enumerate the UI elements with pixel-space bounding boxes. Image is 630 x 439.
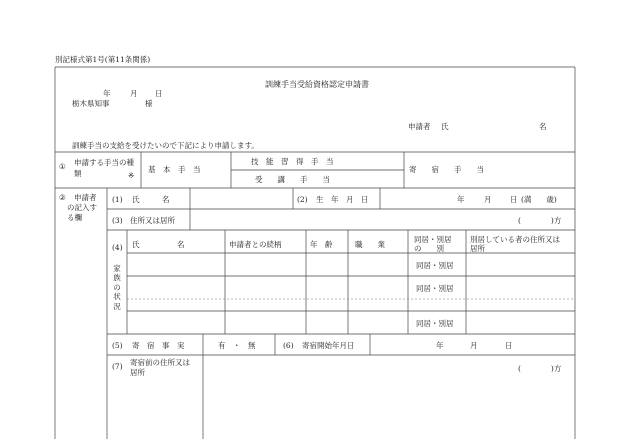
family-header-age: 年 齢 [310,240,333,249]
family-header-relation: 申請者との続柄 [229,240,282,249]
item6-year-label: 年 [436,341,444,350]
date-year-label: 年 [103,89,111,98]
item5-label: 寄 宿 事 実 [132,341,185,350]
item1-label: 氏 名 [132,195,170,204]
item3-number: (3) [112,216,123,225]
item1-number: (1) [112,195,123,204]
applicant-name-suffix: 名 [539,122,547,131]
family-row-1-cohab: 同居・別居 [416,261,454,270]
item5-number: (5) [112,341,123,350]
family-row-2-cohab: 同居・別居 [416,284,454,293]
family-header-cohab-line2: の 別 [414,244,444,253]
intro-statement: 訓練手当の支給を受けたいので下記により申請します。 [72,141,259,150]
item6-day-label: 日 [505,341,513,350]
birth-age-label: (満 歳) [521,195,557,204]
skill-allowance-label: 技 能 習 得 手 当 [251,157,334,166]
form-number-label: 別記様式第1号(第11条関係) [55,55,151,64]
section2-label-line2: の記入す [67,203,97,212]
item5-value: 有 ・ 無 [218,341,256,350]
item2-number: (2) [297,195,308,204]
birth-month-label: 月 [484,195,492,204]
course-allowance-label: 受 講 手 当 [255,175,330,184]
item7-label-line1: 寄宿前の住所又は [130,358,190,367]
basic-allowance-label: 基 本 手 当 [148,165,201,174]
item6-label: 寄宿開始年月日 [302,341,355,350]
item6-month-label: 月 [470,341,478,350]
section2-label-line1: 申請者 [74,193,97,202]
birth-day-label: 日 [510,195,518,204]
applicant-label: 申請者 [408,122,431,131]
family-header-name: 氏 名 [132,240,185,249]
item7-phone-label: ( )方 [518,364,562,373]
item6-number: (6) [283,341,294,350]
addressee-honorific: 様 [145,99,153,108]
birth-year-label: 年 [457,195,465,204]
family-header-occupation: 職 業 [355,240,385,249]
dorm-allowance-label: 寄 宿 手 当 [409,165,484,174]
item7-number: (7) [112,362,123,371]
family-header-address-line1: 別居している者の住所又は [470,235,560,244]
section1-note-mark: ※ [128,171,135,180]
item2-label: 生 年 月 日 [316,195,369,204]
item4-number: (4) [112,243,123,252]
addressee: 栃木県知事 [72,99,110,108]
form-title: 訓練手当受給資格認定申請書 [265,80,369,89]
item3-label: 住所又は居所 [130,216,175,225]
family-header-address-line2: 居所 [470,244,485,253]
section1-label-line2: 類 [74,169,82,178]
family-row-3-cohab: 同居・別居 [416,319,454,328]
family-header-cohab-line1: 同居・別居 [414,235,452,244]
section1-label-line1: 申請する手当の種 [74,158,134,167]
date-month-label: 月 [130,89,138,98]
family-status-label: 家族の状況 [113,264,121,311]
section1-number: ① [59,162,66,171]
section2-number: ② [59,193,66,202]
item3-phone-label: ( )方 [518,216,562,225]
applicant-name-label: 氏 [441,122,449,131]
section2-label-line3: る欄 [67,213,82,222]
item7-label-line2: 居所 [130,368,145,377]
date-day-label: 日 [155,89,163,98]
